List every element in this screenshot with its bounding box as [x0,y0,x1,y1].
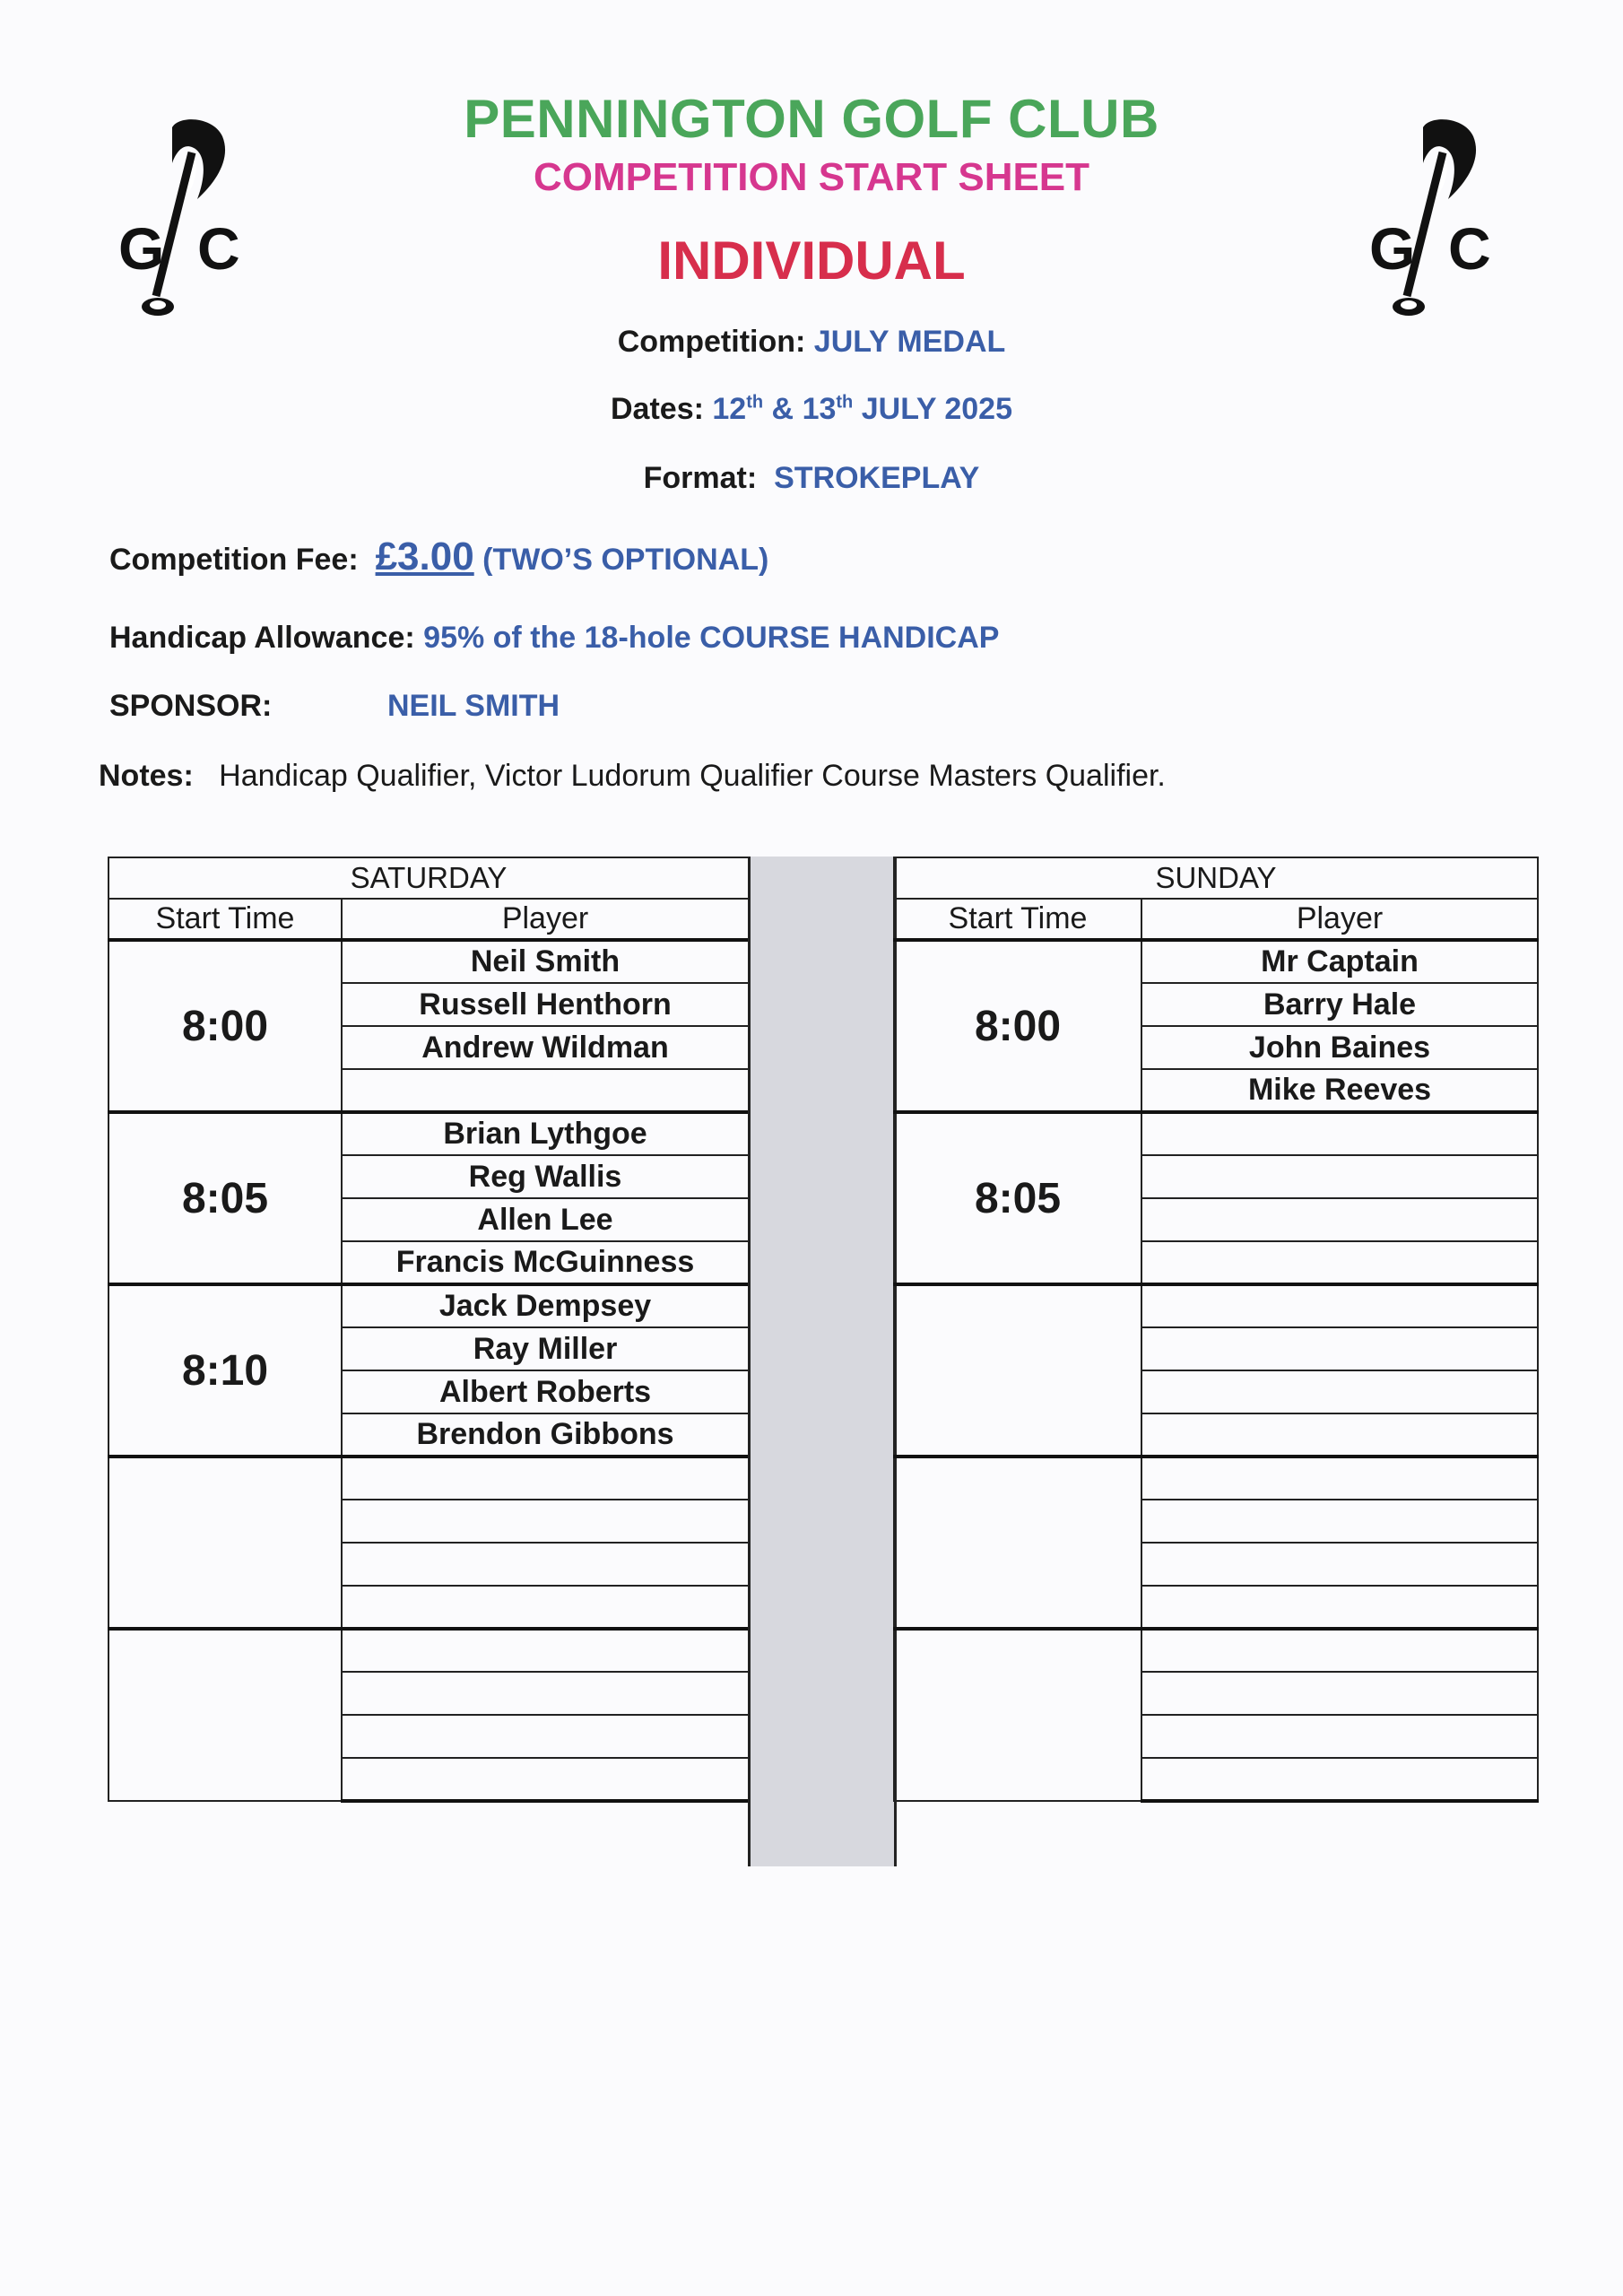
player-cell: Mr Captain [1141,940,1538,983]
notes-line [99,759,1166,794]
start-time-cell: 8:00 [894,940,1141,1112]
sunday-start-table [893,857,1539,1803]
format-value: STROKEPLAY [774,461,980,495]
fee-amount: £3.00 [375,535,474,578]
svg-text:G: G [1369,215,1416,282]
player-cell [1141,1543,1538,1586]
player-cell [342,1715,749,1758]
player-cell: Reg Wallis [342,1155,749,1198]
player-cell: Ray Miller [342,1327,749,1370]
fee-note: (TWO’S OPTIONAL) [482,543,769,577]
player-cell: Allen Lee [342,1198,749,1241]
sunday-heading: SUNDAY [894,857,1538,899]
player-cell: Francis McGuinness [342,1241,749,1284]
table-row [108,1629,749,1672]
start-time-cell [108,1629,342,1801]
start-time-header: Start Time [894,899,1141,940]
table-row [894,1284,1538,1327]
player-cell [342,1758,749,1801]
start-time-cell: 8:10 [108,1284,342,1457]
player-cell: Brendon Gibbons [342,1413,749,1457]
competition-type: INDIVIDUAL [657,230,966,291]
fee-line [109,535,768,579]
start-time-cell: 8:05 [108,1112,342,1284]
table-row [894,940,1538,983]
player-cell: Barry Hale [1141,983,1538,1026]
sponsor-line [109,689,272,724]
dates-value: 12th & 13th JULY 2025 [712,392,1012,426]
player-cell: Jack Dempsey [342,1284,749,1327]
saturday-heading: SATURDAY [108,857,749,899]
fee-label: Competition Fee: [109,543,359,577]
player-cell: Mike Reeves [1141,1069,1538,1112]
player-cell [1141,1155,1538,1198]
table-row [894,1112,1538,1155]
start-time-cell [894,1284,1141,1457]
saturday-start-table [108,857,750,1803]
player-cell [1141,1758,1538,1801]
start-time-cell: 8:05 [894,1112,1141,1284]
dates-line [0,392,1623,427]
sponsor-value-wrap [387,689,560,724]
start-time-cell: 8:00 [108,940,342,1112]
player-cell: Russell Henthorn [342,983,749,1026]
player-cell [1141,1413,1538,1457]
competition-value: JULY MEDAL [813,325,1006,359]
format-line [0,461,1623,496]
svg-text:G: G [118,215,165,282]
player-cell [342,1543,749,1586]
player-cell: John Baines [1141,1026,1538,1069]
player-cell [1141,1672,1538,1715]
start-time-cell [108,1457,342,1629]
player-cell: Andrew Wildman [342,1026,749,1069]
table-row [108,1112,749,1155]
player-cell [1141,1500,1538,1543]
player-cell [1141,1629,1538,1672]
player-cell [342,1457,749,1500]
player-cell [342,1069,749,1112]
svg-text:C: C [1448,215,1491,282]
player-cell [1141,1112,1538,1155]
player-header: Player [342,899,749,940]
player-cell [342,1672,749,1715]
player-cell [1141,1586,1538,1629]
player-cell [342,1629,749,1672]
player-cell: Brian Lythgoe [342,1112,749,1155]
player-cell [1141,1198,1538,1241]
table-divider-bar [748,857,897,1866]
player-cell: Neil Smith [342,940,749,983]
player-header: Player [1141,899,1538,940]
format-label: Format: [643,461,758,495]
start-time-cell [894,1629,1141,1801]
notes-label: Notes: [99,759,194,793]
player-cell: Albert Roberts [342,1370,749,1413]
table-row [894,1457,1538,1500]
player-cell [342,1586,749,1629]
dates-label: Dates: [611,392,704,426]
player-cell [342,1500,749,1543]
club-name: PENNINGTON GOLF CLUB [464,89,1159,149]
player-cell [1141,1457,1538,1500]
allowance-label: Handicap Allowance: [109,621,415,655]
allowance-line [109,621,999,656]
start-time-cell [894,1457,1141,1629]
sheet-title: COMPETITION START SHEET [533,155,1090,199]
player-cell [1141,1715,1538,1758]
sponsor-label: SPONSOR: [109,689,273,723]
player-cell [1141,1284,1538,1327]
player-cell [1141,1327,1538,1370]
table-row [108,1457,749,1500]
competition-label: Competition: [617,325,806,359]
notes-value: Handicap Qualifier, Victor Ludorum Qualifier Course Masters Qualifier. [219,759,1166,793]
player-cell [1141,1370,1538,1413]
sponsor-value: NEIL SMITH [387,689,560,723]
table-row [108,1284,749,1327]
table-row [894,1629,1538,1672]
start-time-header: Start Time [108,899,342,940]
player-cell [1141,1241,1538,1284]
allowance-value: 95% of the 18-hole COURSE HANDICAP [423,621,1000,655]
svg-text:C: C [197,215,240,282]
competition-line [0,325,1623,360]
table-row [108,940,749,983]
